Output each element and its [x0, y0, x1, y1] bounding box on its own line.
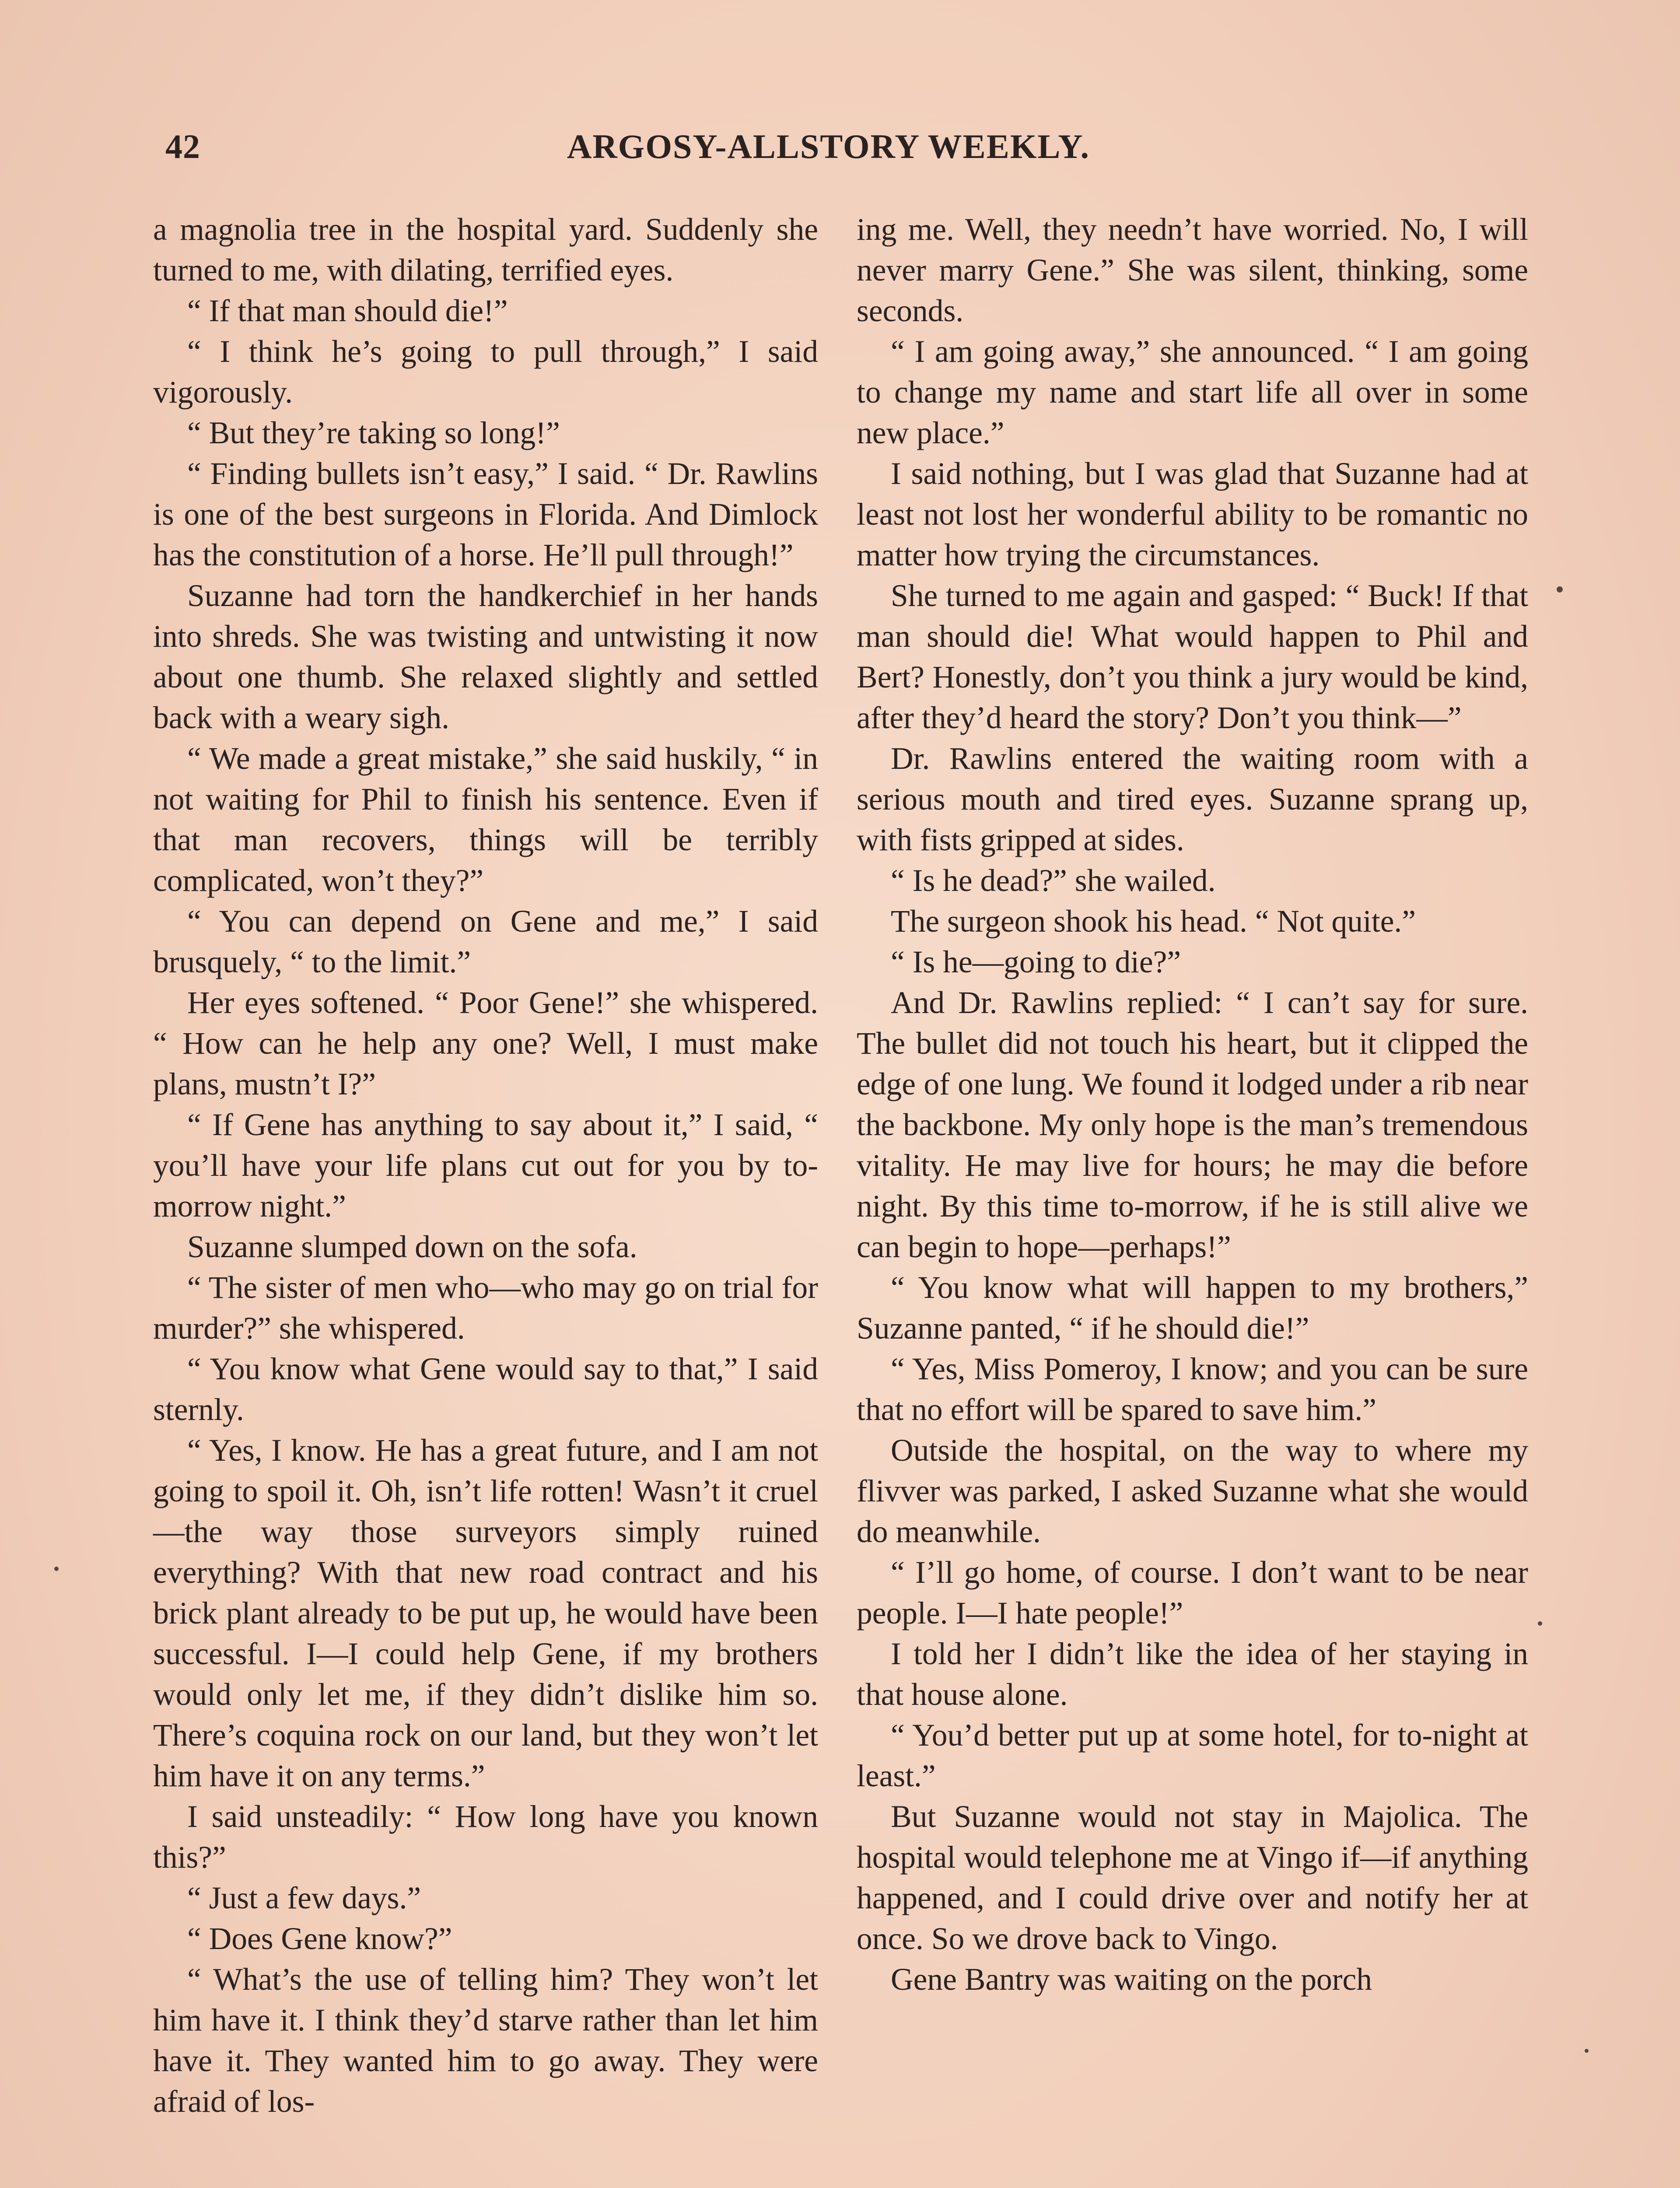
page-header: [0, 127, 1680, 179]
paragraph: Suzanne slumped down on the sofa.: [187, 1230, 637, 1264]
paragraph: The surgeon shook his head. “ Not quite.”: [891, 904, 1416, 939]
paragraph: “ Just a few days.”: [187, 1881, 421, 1915]
paragraph: “ If Gene has anything to say about it,” I said, “ you’ll have your life plans cut out for you by to-morrow night.”: [153, 1108, 818, 1224]
paragraph: Outside the hospital, on the way to where my flivver was parked, I asked Suzanne what she would do meanwhile.: [857, 1433, 1528, 1549]
paragraph: “ But they’re taking so long!”: [187, 416, 560, 450]
paragraph: Suzanne had torn the handkerchief in her hands into shreds. She was twisting and untwisting it now about one thumb. She relaxed slightly and settled back with a weary sigh.: [153, 579, 818, 735]
paragraph: “ I think he’s going to pull through,” I said vigorously.: [153, 334, 818, 410]
page-number: 42: [165, 127, 200, 165]
paper-speck: [1538, 1621, 1542, 1626]
paragraph: I said unsteadily: “ How long have you known this?”: [153, 1799, 818, 1875]
paragraph: I told her I didn’t like the idea of her staying in that house alone.: [857, 1637, 1528, 1712]
paragraph: Gene Bantry was waiting on the porch: [891, 1962, 1372, 1997]
paragraph: “ You’d better put up at some hotel, for to-night at least.”: [857, 1718, 1528, 1793]
paragraph: And Dr. Rawlins replied: “ I can’t say for sure. The bullet did not touch his heart, but it clipped the edge of one lung. We found it lodged under a rib near the backbone. My only hope is the man’s tremendous vitality. He may live for hours; he may die before night. By this time to-morrow, if he is still alive we can begin to hope—perhaps!”: [857, 985, 1528, 1264]
paragraph: “ Does Gene know?”: [187, 1922, 452, 1956]
left-column: [153, 209, 818, 2122]
paragraph: a magnolia tree in the hospital yard. Suddenly she turned to me, with dilating, terrified eyes.: [153, 212, 818, 288]
paragraph: Dr. Rawlins entered the waiting room with a serious mouth and tired eyes. Suzanne sprang up, with fists gripped at sides.: [857, 741, 1528, 857]
paragraph: “ What’s the use of telling him? They won’t let him have it. I think they’d starve rather than let him have it. They wanted him to go away. They were afraid of los-: [153, 1962, 818, 2119]
paragraph: “ Yes, Miss Pomeroy, I know; and you can be sure that no effort will be spared to save him.”: [857, 1352, 1528, 1427]
paragraph: “ You know what Gene would say to that,” I said sternly.: [153, 1352, 818, 1427]
paragraph: “ The sister of men who—who may go on trial for murder?” she whispered.: [153, 1270, 818, 1346]
paper-speck: [54, 1567, 59, 1571]
paragraph: “ Is he—going to die?”: [891, 945, 1181, 979]
paragraph: I said nothing, but I was glad that Suzanne had at least not lost her wonderful ability to be romantic no matter how trying the circumstances.: [857, 456, 1528, 572]
running-head: ARGOSY-ALLSTORY WEEKLY.: [567, 127, 1090, 165]
paragraph: “ Finding bullets isn’t easy,” I said. “ Dr. Rawlins is one of the best surgeons in Florida. And Dimlock has the constitution of a horse. He’ll pull through!”: [153, 456, 818, 572]
paragraph: “ We made a great mistake,” she said huskily, “ in not waiting for Phil to finish his sentence. Even if that man recovers, things will be terribly complicated, won’t they?”: [153, 741, 818, 898]
paragraph: “ If that man should die!”: [187, 294, 508, 328]
paragraph: She turned to me again and gasped: “ Buck! If that man should die! What would happen to Phil and Bert? Honestly, don’t you think a jury would be kind, after they’d heard the story? Don’t you think—”: [857, 579, 1528, 735]
paper-speck: [1585, 2049, 1589, 2053]
paragraph: “ I’ll go home, of course. I don’t want to be near people. I—I hate people!”: [857, 1555, 1528, 1630]
paragraph: “ Is he dead?” she wailed.: [891, 863, 1216, 898]
paper-speck: [1557, 586, 1563, 593]
paragraph: But Suzanne would not stay in Majolica. The hospital would telephone me at Vingo if—if anything happened, and I could drive over and notify her at once. So we drove back to Vingo.: [857, 1799, 1528, 1956]
paragraph: ing me. Well, they needn’t have worried. No, I will never marry Gene.” She was silent, thinking, some seconds.: [857, 212, 1528, 328]
paragraph: “ You can depend on Gene and me,” I said brusquely, “ to the limit.”: [153, 904, 818, 979]
paragraph: Her eyes softened. “ Poor Gene!” she whispered. “ How can he help any one? Well, I must make plans, mustn’t I?”: [153, 985, 818, 1101]
paragraph: “ I am going away,” she announced. “ I am going to change my name and start life all over in some new place.”: [857, 334, 1528, 450]
paragraph: “ Yes, I know. He has a great future, and I am not going to spoil it. Oh, isn’t life rotten! Wasn’t it cruel—the way those surveyors simply ruined everything? With that new road contract and his brick plant already to be put up, he would have been successful. I—I could help Gene, if my brothers would only let me, if they didn’t dislike him so. There’s coquina rock on our land, but they won’t let him have it on any terms.”: [153, 1433, 818, 1793]
paragraph: “ You know what will happen to my brothers,” Suzanne panted, “ if he should die!”: [857, 1270, 1528, 1346]
right-column: [857, 209, 1528, 2000]
